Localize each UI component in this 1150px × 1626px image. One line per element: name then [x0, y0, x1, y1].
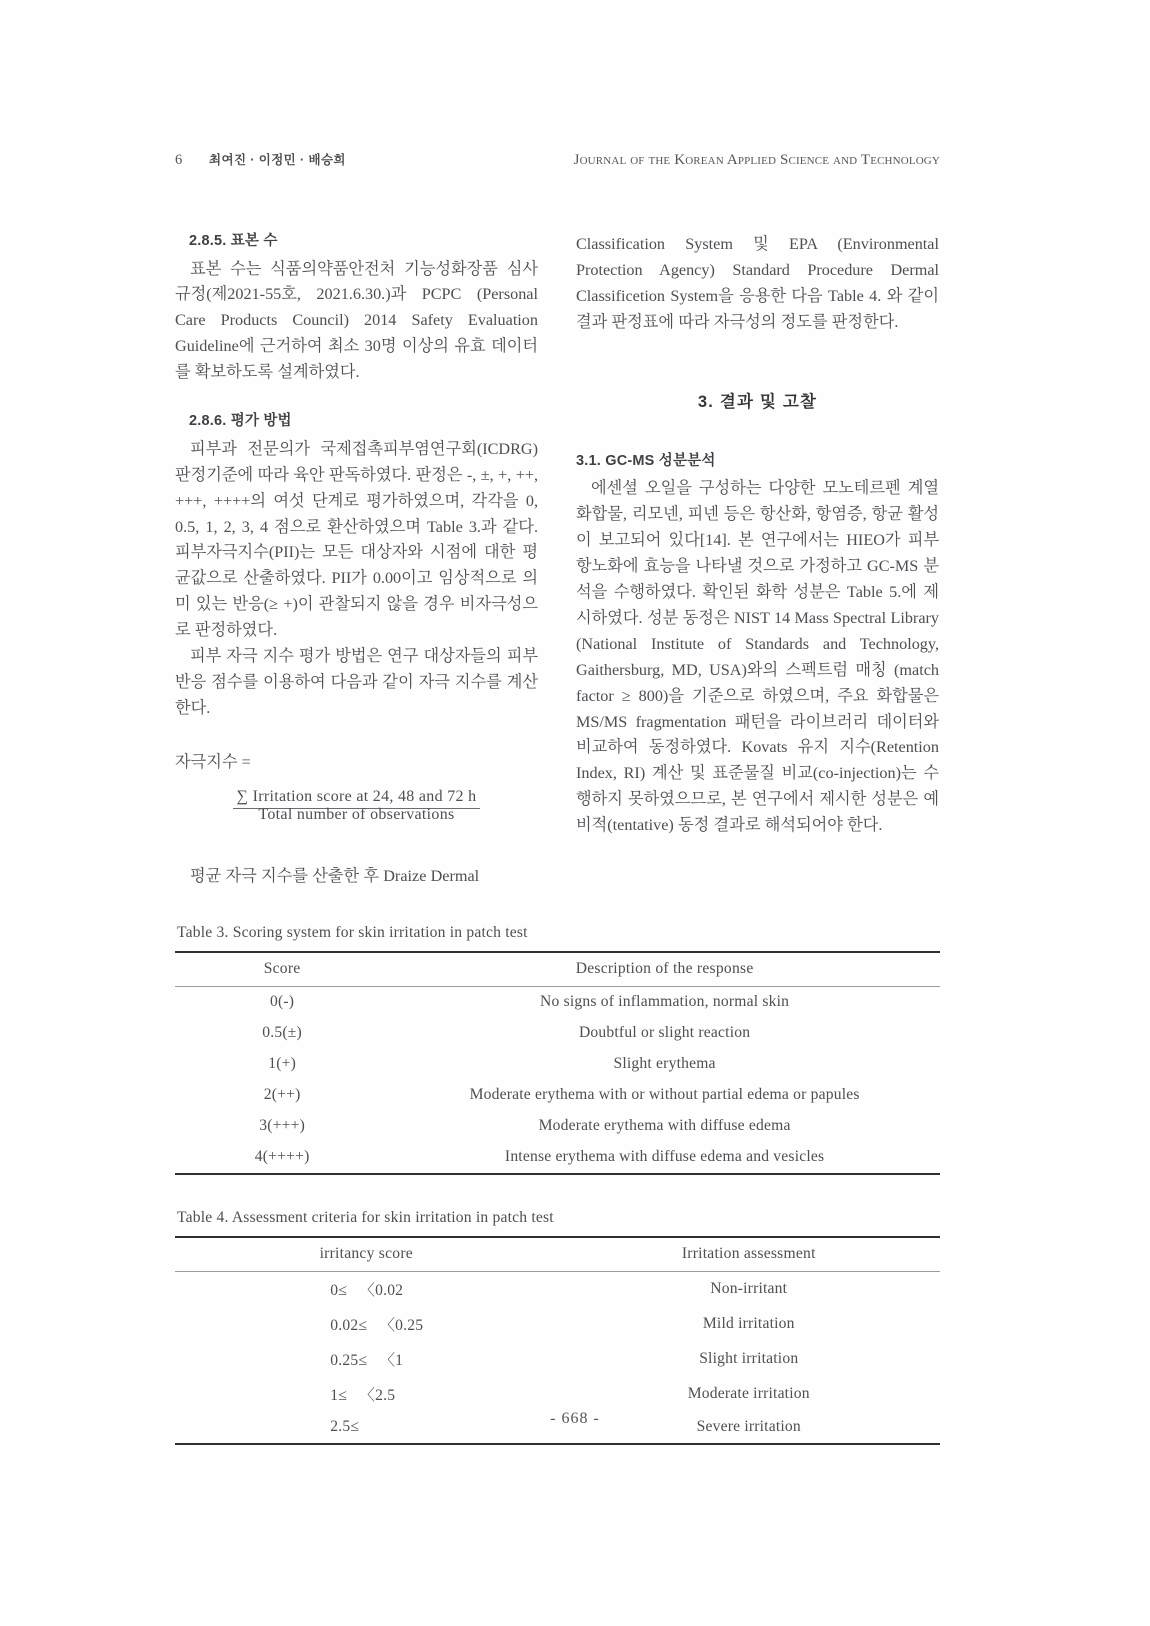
fraction-numerator: ∑ Irritation score at 24, 48 and 72 h — [233, 788, 481, 809]
table-4-head — [175, 1237, 940, 1272]
table-row — [175, 1018, 940, 1049]
table-row — [175, 986, 940, 1018]
table-3-caption: Table 3. Scoring system for skin irritation in patch test — [177, 923, 528, 941]
fraction-denominator: Total number of observations — [258, 805, 455, 823]
running-head-journal-title: Journal of the Korean Applied Science and Technology — [573, 152, 940, 168]
table-3-cell-score: 0(-) — [270, 993, 295, 1011]
table-3-cell-score: 2(++) — [263, 1086, 301, 1104]
irritation-index-formula — [175, 788, 538, 824]
paragraph-continued-right: Classification System 및 EPA (Environmental Protection Agency) Standard Procedure Dermal Classificetion System을 응용한 다음 Table 4. 와 같이 결과 판정표에 따라 자극성의 정도를 판정한다. — [576, 235, 939, 331]
paragraph-section-2-8-6-first: 피부과 전문의가 국제접촉피부염연구회(ICDRG) 판정기준에 따라 육안 판독하였다. 판정은 -, ±, +, ++, +++, ++++의 여섯 단계로 평가하였으며, 각각을 0, 0.5, 1, 2, 3, 4 점으로 환산하였으며 Table 3.과 같다. 피부자극지수(PII)는 모든 대상자와 시점에 대한 평균값으로 산출하였다. PII가 0.00이고 임상적으로 의미 있는 반응(≥ +)이 관찰되지 않을 경우 비자극성으로 판정하였다. — [175, 439, 538, 640]
running-head — [175, 150, 940, 176]
table-row — [175, 1142, 940, 1174]
table-row — [175, 1080, 940, 1111]
table-3-cell-description: Intense erythema with diffuse edema and vesicles — [504, 1148, 825, 1166]
table-3-body — [175, 986, 940, 1174]
heading-section-3-1: 3.1. GC-MS 성분분석 — [576, 452, 716, 469]
fraction — [175, 788, 538, 824]
table-4-cell-assessment: Moderate irritation — [687, 1385, 810, 1403]
table-3-header-row — [175, 952, 940, 987]
table-row — [175, 1377, 940, 1412]
spacer — [175, 386, 538, 412]
spacer — [175, 722, 538, 748]
irritancy-score-value: 1≤ 〈2.5 — [330, 1387, 396, 1405]
running-head-authors: 최여진 · 이정민 · 배승희 — [209, 153, 346, 167]
table-4-cell-assessment: Non-irritant — [710, 1280, 788, 1298]
table-3-cell-description: Moderate erythema with or without partial edema or papules — [469, 1086, 860, 1104]
heading-section-2-8-5: 2.8.5. 표본 수 — [189, 233, 278, 249]
table-3-block — [175, 924, 940, 1175]
table-4-cell-assessment: Severe irritation — [696, 1418, 801, 1436]
table-row — [175, 1111, 940, 1142]
table-4-cell-score — [175, 1342, 558, 1377]
table-3-cell-description: Moderate erythema with diffuse edema — [538, 1117, 791, 1135]
table-4-cell-score — [175, 1307, 558, 1342]
table-3-cell-description: No signs of inflammation, normal skin — [540, 993, 790, 1011]
irritancy-score-value: 0.25≤ 〈1 — [330, 1352, 404, 1370]
table-4-cell-score — [175, 1271, 558, 1307]
table-4-cell-assessment: Slight irritation — [699, 1350, 799, 1368]
spacer — [576, 412, 939, 452]
right-column — [576, 232, 939, 890]
table-3-cell-description: Doubtful or slight reaction — [578, 1024, 751, 1042]
heading-section-2-8-6: 2.8.6. 평가 방법 — [189, 413, 292, 430]
table-3-header-description: Description of the response — [575, 959, 754, 977]
page-content — [175, 150, 940, 1445]
table-4-header-irritation-assessment: Irritation assessment — [681, 1244, 816, 1262]
page-footer — [0, 1410, 1150, 1428]
table-row — [175, 1049, 940, 1080]
paragraph-section-2-8-5: 표본 수는 식품의약품안전처 기능성화장품 심사 규정(제2021-55호, 2021.6.30.)과 PCPC (Personal Care Products Council) 2014 Safety Evaluation Guideline에 근거하여 최소 30명 이상의 유효 데이터를 확보하도록 설계하였다. — [175, 259, 538, 382]
table-4-header-row — [175, 1237, 940, 1272]
table-3-cell-score: 0.5(±) — [262, 1024, 302, 1042]
table-3-cell-score: 3(+++) — [259, 1117, 305, 1135]
spacer — [175, 824, 538, 864]
table-3-cell-score: 4(++++) — [254, 1148, 310, 1166]
heading-section-3: 3. 결과 및 고찰 — [697, 392, 818, 411]
spacer — [576, 336, 939, 388]
irritancy-score-value: 0≤ 〈0.02 — [330, 1282, 404, 1300]
formula-label: 자극지수 = — [175, 752, 251, 771]
running-head-page-number: 6 — [175, 152, 183, 168]
table-3-head — [175, 952, 940, 987]
table-row — [175, 1342, 940, 1377]
footer-page-label: - 668 - — [550, 1410, 600, 1427]
left-column — [175, 232, 538, 890]
two-column-body — [175, 232, 940, 890]
paragraph-section-2-8-6-second: 피부 자극 지수 평가 방법은 연구 대상자들의 피부 반응 점수를 이용하여 다음과 같이 자극 지수를 계산한다. — [175, 647, 538, 717]
table-3-header-score: Score — [263, 959, 301, 977]
table-4-cell-score — [175, 1377, 558, 1412]
table-4-cell-assessment: Mild irritation — [702, 1315, 795, 1333]
paragraph-closing-left: 평균 자극 지수를 산출한 후 Draize Dermal — [190, 866, 480, 885]
paragraph-section-3-1: 에센셜 오일을 구성하는 다양한 모노테르펜 계열 화합물, 리모넨, 피넨 등은 항산화, 항염증, 항균 활성이 보고되어 있다[14]. 본 연구에서는 HIEO가 피부 항노화에 효능을 나타낼 것으로 가정하고 GC-MS 분석을 수행하였다. 확인된 화학 성분은 Table 5.에 제시하였다. 성분 동정은 NIST 14 Mass Spectral Library (National Institute of Standards and Technology, Gaithersburg, MD, USA)와의 스펙트럼 매칭 (match factor ≥ 800)을 기준으로 하였으며, 주요 화합물은 MS/MS fragmentation 패턴을 라이브러리 데이터와 비교하여 동정하였다. Kovats 유지 지수(Retention Index, RI) 계산 및 표준물질 비교(co-injection)는 수행하지 못하였으므로, 본 연구에서 제시한 성분은 예비적(tentative) 동정 결과로 해석되어야 한다. — [576, 479, 939, 835]
irritancy-score-value: 2.5≤ — [330, 1418, 360, 1436]
table-row — [175, 1307, 940, 1342]
table-3-cell-description: Slight erythema — [613, 1055, 716, 1073]
table-4-header-irritancy-score: irritancy score — [319, 1244, 413, 1262]
table-4-caption: Table 4. Assessment criteria for skin irritation in patch test — [177, 1208, 554, 1226]
table-3 — [175, 951, 940, 1175]
table-3-cell-score: 1(+) — [268, 1055, 296, 1073]
irritancy-score-value: 0.02≤ 〈0.25 — [330, 1317, 424, 1335]
table-row — [175, 1271, 940, 1307]
